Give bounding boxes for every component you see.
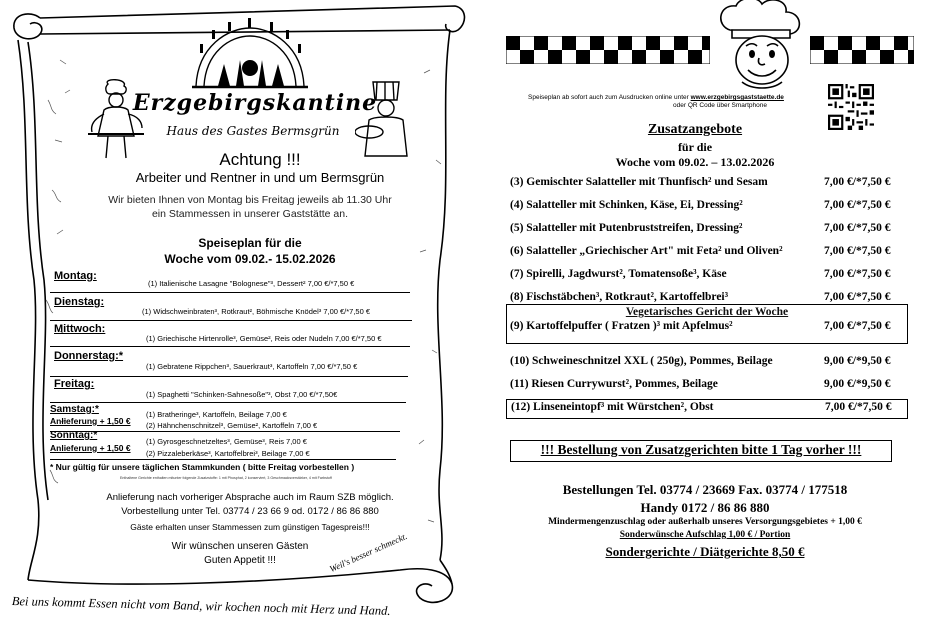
checkered-border-icon bbox=[810, 36, 914, 64]
website-link[interactable]: www.erzgebirgsgaststaette.de bbox=[690, 94, 784, 101]
plan-week: Woche vom 09.02.- 15.02.2026 bbox=[164, 252, 336, 266]
wish-line-1: Wir wünschen unseren Gästen bbox=[171, 541, 309, 552]
day-name: Donnerstag:* bbox=[54, 350, 124, 362]
divider bbox=[50, 402, 406, 403]
day-dish: (1) Widschweinbraten³, Rotkraut², Böhmische Knödel³ 7,00 €/*7,50 € bbox=[142, 307, 371, 316]
online-line-1 bbox=[528, 94, 784, 101]
order-notice-box bbox=[510, 440, 892, 462]
handy-number: Handy 0172 / 86 86 880 bbox=[640, 500, 770, 515]
veg-title: Vegetarisches Gericht der Woche bbox=[625, 306, 789, 318]
day-name: Mittwoch: bbox=[54, 323, 106, 335]
item-text: (9) Kartoffelpuffer ( Fratzen )³ mit Apfelmus² bbox=[510, 320, 733, 332]
allergen-note: Enthaltene Gerichte enthalten mitunter folgende Zusatzstoffe: 1 mit Phosphat, 2 konserviert, 3 Geschmacksverstärker, 4 mit Farbstoff bbox=[120, 476, 332, 480]
special-wishes: Sonderwünsche Aufschlag 1,00 € / Portion bbox=[619, 530, 791, 540]
attention-heading: Achtung !!! bbox=[219, 150, 301, 169]
divider bbox=[50, 459, 396, 460]
item-text: (12) Linseneintopf³ mit Würstchen², Obst bbox=[511, 401, 714, 413]
item-text: (4) Salatteller mit Schinken, Käse, Ei, Dressing² bbox=[510, 199, 743, 211]
day-name: Samstag:* bbox=[50, 404, 99, 415]
scroll-signature: Weil's besser schmeckt. bbox=[328, 530, 409, 575]
regulars-footnote: * Nur gültig für unsere täglichen Stammkunden ( bitte Freitag vorbestellen ) bbox=[50, 462, 355, 472]
day-dish: (2) Hähnchenschnitzel³, Gemüse², Kartoffeln 7,00 € bbox=[146, 421, 318, 430]
item-text: (11) Riesen Currywurst², Pommes, Beilage bbox=[510, 378, 718, 390]
item-price: 7,00 €/*7,50 € bbox=[824, 222, 891, 234]
special-dishes: Sondergerichte / Diätgerichte 8,50 € bbox=[605, 544, 805, 559]
day-dish: (2) Pizzaleberkäse³, Kartoffelbrei³, Beilage 7,00 € bbox=[146, 449, 310, 458]
plan-title: Speiseplan für die bbox=[198, 236, 302, 250]
divider bbox=[50, 376, 408, 377]
online-text: Speiseplan ab sofort auch zum Ausdrucken online unter bbox=[528, 94, 689, 101]
chef-head-icon bbox=[712, 0, 812, 96]
candle-arch-icon bbox=[188, 16, 312, 92]
item-price: 7,00 €/*7,50 € bbox=[824, 320, 891, 332]
orders-tel: Bestellungen Tel. 03774 / 23669 Fax. 03774 / 177518 bbox=[562, 482, 848, 497]
item-price: 7,00 €/*7,50 € bbox=[824, 291, 891, 303]
item-price: 9,00 €/*9,50 € bbox=[824, 355, 891, 367]
logo-title: Erzgebirgskantine bbox=[132, 90, 378, 116]
day-name: Montag: bbox=[54, 270, 97, 282]
item-text: (6) Salatteller „Griechischer Art" mit Feta² und Oliven² bbox=[510, 245, 783, 257]
day-name: Sonntag:* bbox=[50, 430, 98, 441]
day-dish: (1) Gyrosgeschnetzeltes³, Gemüse³, Reis 7,00 € bbox=[146, 437, 307, 446]
audience-line: Arbeiter und Rentner in und um Bermsgrün bbox=[135, 170, 385, 185]
logo-subtitle: Haus des Gastes Bermsgrün bbox=[166, 124, 340, 138]
delivery-surcharge: Anlieferung + 1,50 € bbox=[50, 416, 131, 426]
divider bbox=[50, 320, 412, 321]
intro-line-1: Wir bieten Ihnen von Montag bis Freitag jeweils ab 11.30 Uhr bbox=[108, 194, 392, 206]
item-price: 7,00 €/*7,50 € bbox=[824, 245, 891, 257]
item-price: 7,00 €/*7,50 € bbox=[824, 176, 891, 188]
divider bbox=[50, 346, 410, 347]
day-name: Dienstag: bbox=[54, 296, 105, 308]
item-price: 7,00 €/*7,50 € bbox=[824, 268, 891, 280]
boxed-item bbox=[506, 399, 908, 419]
offers-title: Zusatzangebote bbox=[647, 122, 743, 137]
item-price: 9,00 €/*9,50 € bbox=[824, 378, 891, 390]
day-dish: (1) Griechische Hirtenrolle³, Gemüse², Reis oder Nudeln 7,00 €/*7,50 € bbox=[146, 334, 382, 343]
handwritten-footer: Bei uns kommt Essen nicht vom Band, wir kochen noch mit Herz und Hand. bbox=[11, 594, 391, 618]
day-name: Freitag: bbox=[54, 378, 95, 390]
item-text: (3) Gemischter Salatteller mit Thunfisch² und Sesam bbox=[510, 176, 768, 188]
online-line-2: oder QR Code über Smartphone bbox=[673, 102, 767, 109]
day-dish: (1) Bratheringe³, Kartoffeln, Beilage 7,00 € bbox=[146, 410, 287, 419]
delivery-surcharge: Anlieferung + 1,50 € bbox=[50, 443, 131, 453]
min-quantity-note: Mindermengenzuschlag oder außerhalb unseres Versorgungsgebietes + 1,00 € bbox=[548, 517, 862, 527]
item-text: (5) Salatteller mit Putenbruststreifen, Dressing² bbox=[510, 222, 743, 234]
item-price: 7,00 €/*7,50 € bbox=[824, 199, 891, 211]
item-text: (7) Spirelli, Jagdwurst², Tomatensoße³, Käse bbox=[510, 268, 727, 280]
item-price: 7,00 €/*7,50 € bbox=[825, 401, 892, 413]
intro-line-2: ein Stammessen in unserer Gaststätte an. bbox=[151, 208, 349, 220]
guests-note: Gäste erhalten unser Stammessen zum günstigen Tagespreis!!! bbox=[130, 522, 370, 532]
qr-code-icon bbox=[828, 84, 874, 130]
delivery-line-1: Anlieferung nach vorheriger Absprache auch im Raum SZB möglich. bbox=[106, 492, 394, 503]
order-notice: !!! Bestellung von Zusatzgerichten bitte 1 Tag vorher !!! bbox=[540, 442, 862, 457]
item-text: (8) Fischstäbchen³, Rotkraut², Kartoffelbrei³ bbox=[510, 291, 729, 303]
wish-line-2: Guten Appetit !!! bbox=[204, 555, 276, 566]
day-dish: (1) Spaghetti "Schinken-Sahnesoße"³, Obst 7,00 €/*7,50€ bbox=[146, 390, 338, 399]
day-dish: (1) Italienische Lasagne "Bolognese"³, Dessert² 7,00 €/*7,50 € bbox=[148, 279, 355, 288]
item-text: (10) Schweineschnitzel XXL ( 250g), Pommes, Beilage bbox=[510, 355, 773, 367]
delivery-line-2: Vorbestellung unter Tel. 03774 / 23 66 9 od. 0172 / 86 86 880 bbox=[121, 506, 379, 517]
checkered-border-icon bbox=[506, 36, 710, 64]
offers-for: für die bbox=[677, 140, 713, 154]
day-dish: (1) Gebratene Rippchen³, Sauerkraut³, Kartoffeln 7,00 €/*7,50 € bbox=[146, 362, 358, 371]
divider bbox=[50, 431, 400, 432]
offers-week: Woche vom 09.02. – 13.02.2026 bbox=[615, 155, 775, 169]
divider bbox=[50, 292, 410, 293]
